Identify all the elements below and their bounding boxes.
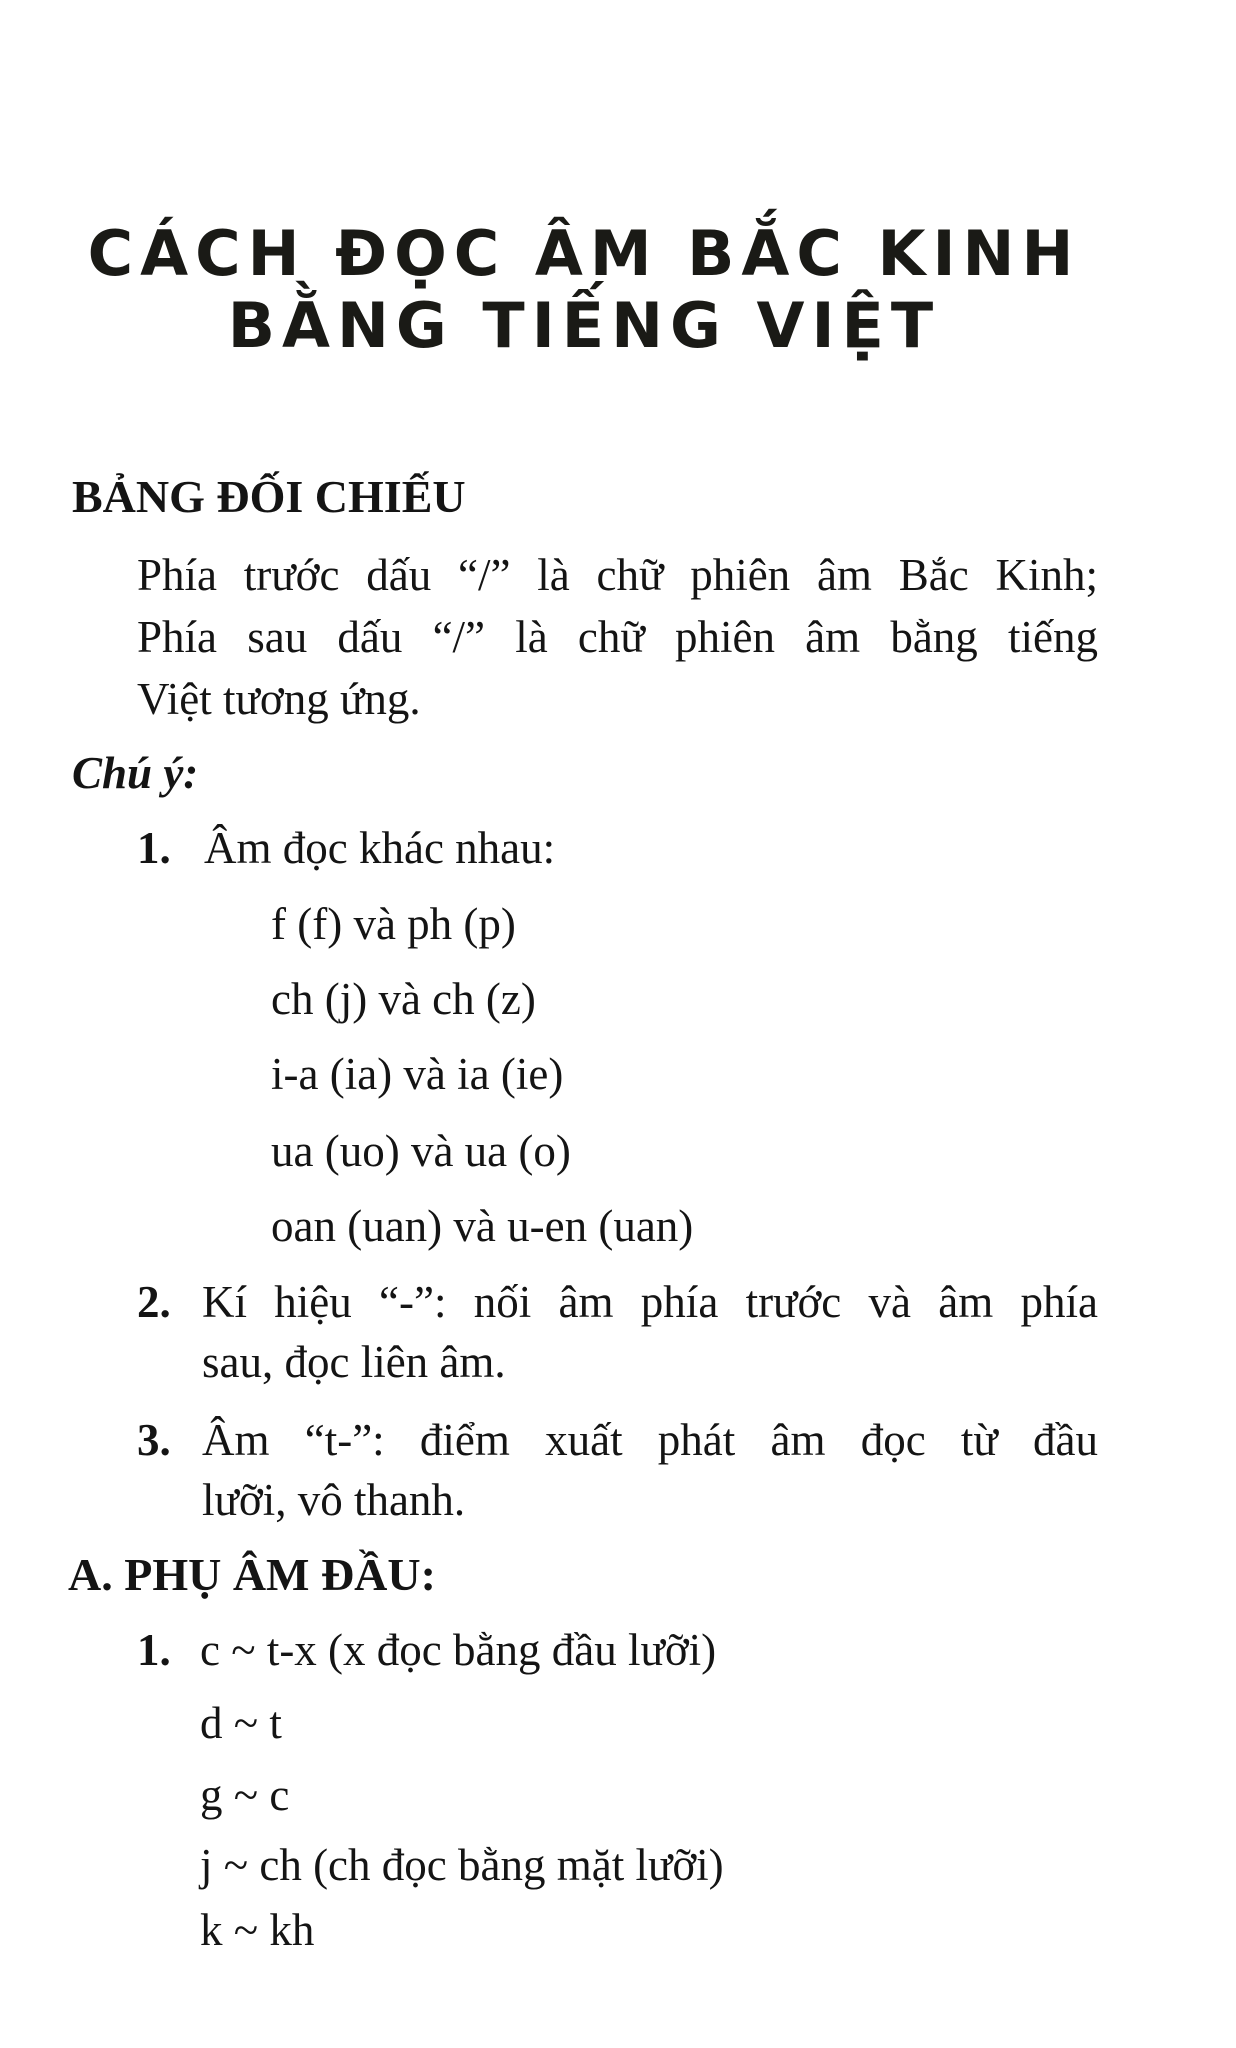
consonant-line: g ~ c [200,1770,290,1820]
note-item-text: lưỡi, vô thanh. [202,1475,466,1525]
note-item-number: 1. [137,823,171,873]
note-item-text: Âm đọc khác nhau: [204,823,556,873]
paragraph-line: Phía trước dấu “/” là chữ phiên âm Bắc Kinh; [137,550,1098,600]
consonant-line: d ~ t [200,1698,282,1748]
note-sub-item: f (f) và ph (p) [271,899,516,949]
note-item-text: sau, đọc liên âm. [202,1337,506,1387]
list-number: 1. [137,1625,171,1675]
consonant-line: c ~ t-x (x đọc bằng đầu lưỡi) [200,1625,717,1675]
page-title-line-1: CÁCH ĐỌC ÂM BẮC KINH [87,217,1081,290]
consonant-line: j ~ ch (ch đọc bằng mặt lưỡi) [200,1840,724,1890]
section-heading-comparison: BẢNG ĐỐI CHIẾU [72,471,466,522]
paragraph-line: Phía sau dấu “/” là chữ phiên âm bằng tiếng [137,612,1098,662]
consonant-line: k ~ kh [200,1905,315,1955]
note-item-text: Kí hiệu “-”: nối âm phía trước và âm phía [202,1277,1098,1327]
note-sub-item: oan (uan) và u-en (uan) [271,1201,694,1251]
note-item-number: 2. [137,1277,171,1327]
page-title-line-2: BẰNG TIẾNG VIỆT [227,289,941,362]
section-heading-initial-consonants: A. PHỤ ÂM ĐẦU: [68,1549,436,1600]
note-sub-item: i-a (ia) và ia (ie) [271,1049,564,1099]
note-label: Chú ý: [72,748,199,798]
note-item-text: Âm “t-”: điểm xuất phát âm đọc từ đầu [202,1415,1098,1465]
note-sub-item: ch (j) và ch (z) [271,974,536,1024]
paragraph-line: Việt tương ứng. [137,674,421,724]
note-item-number: 3. [137,1415,171,1465]
note-sub-item: ua (uo) và ua (o) [271,1126,571,1176]
